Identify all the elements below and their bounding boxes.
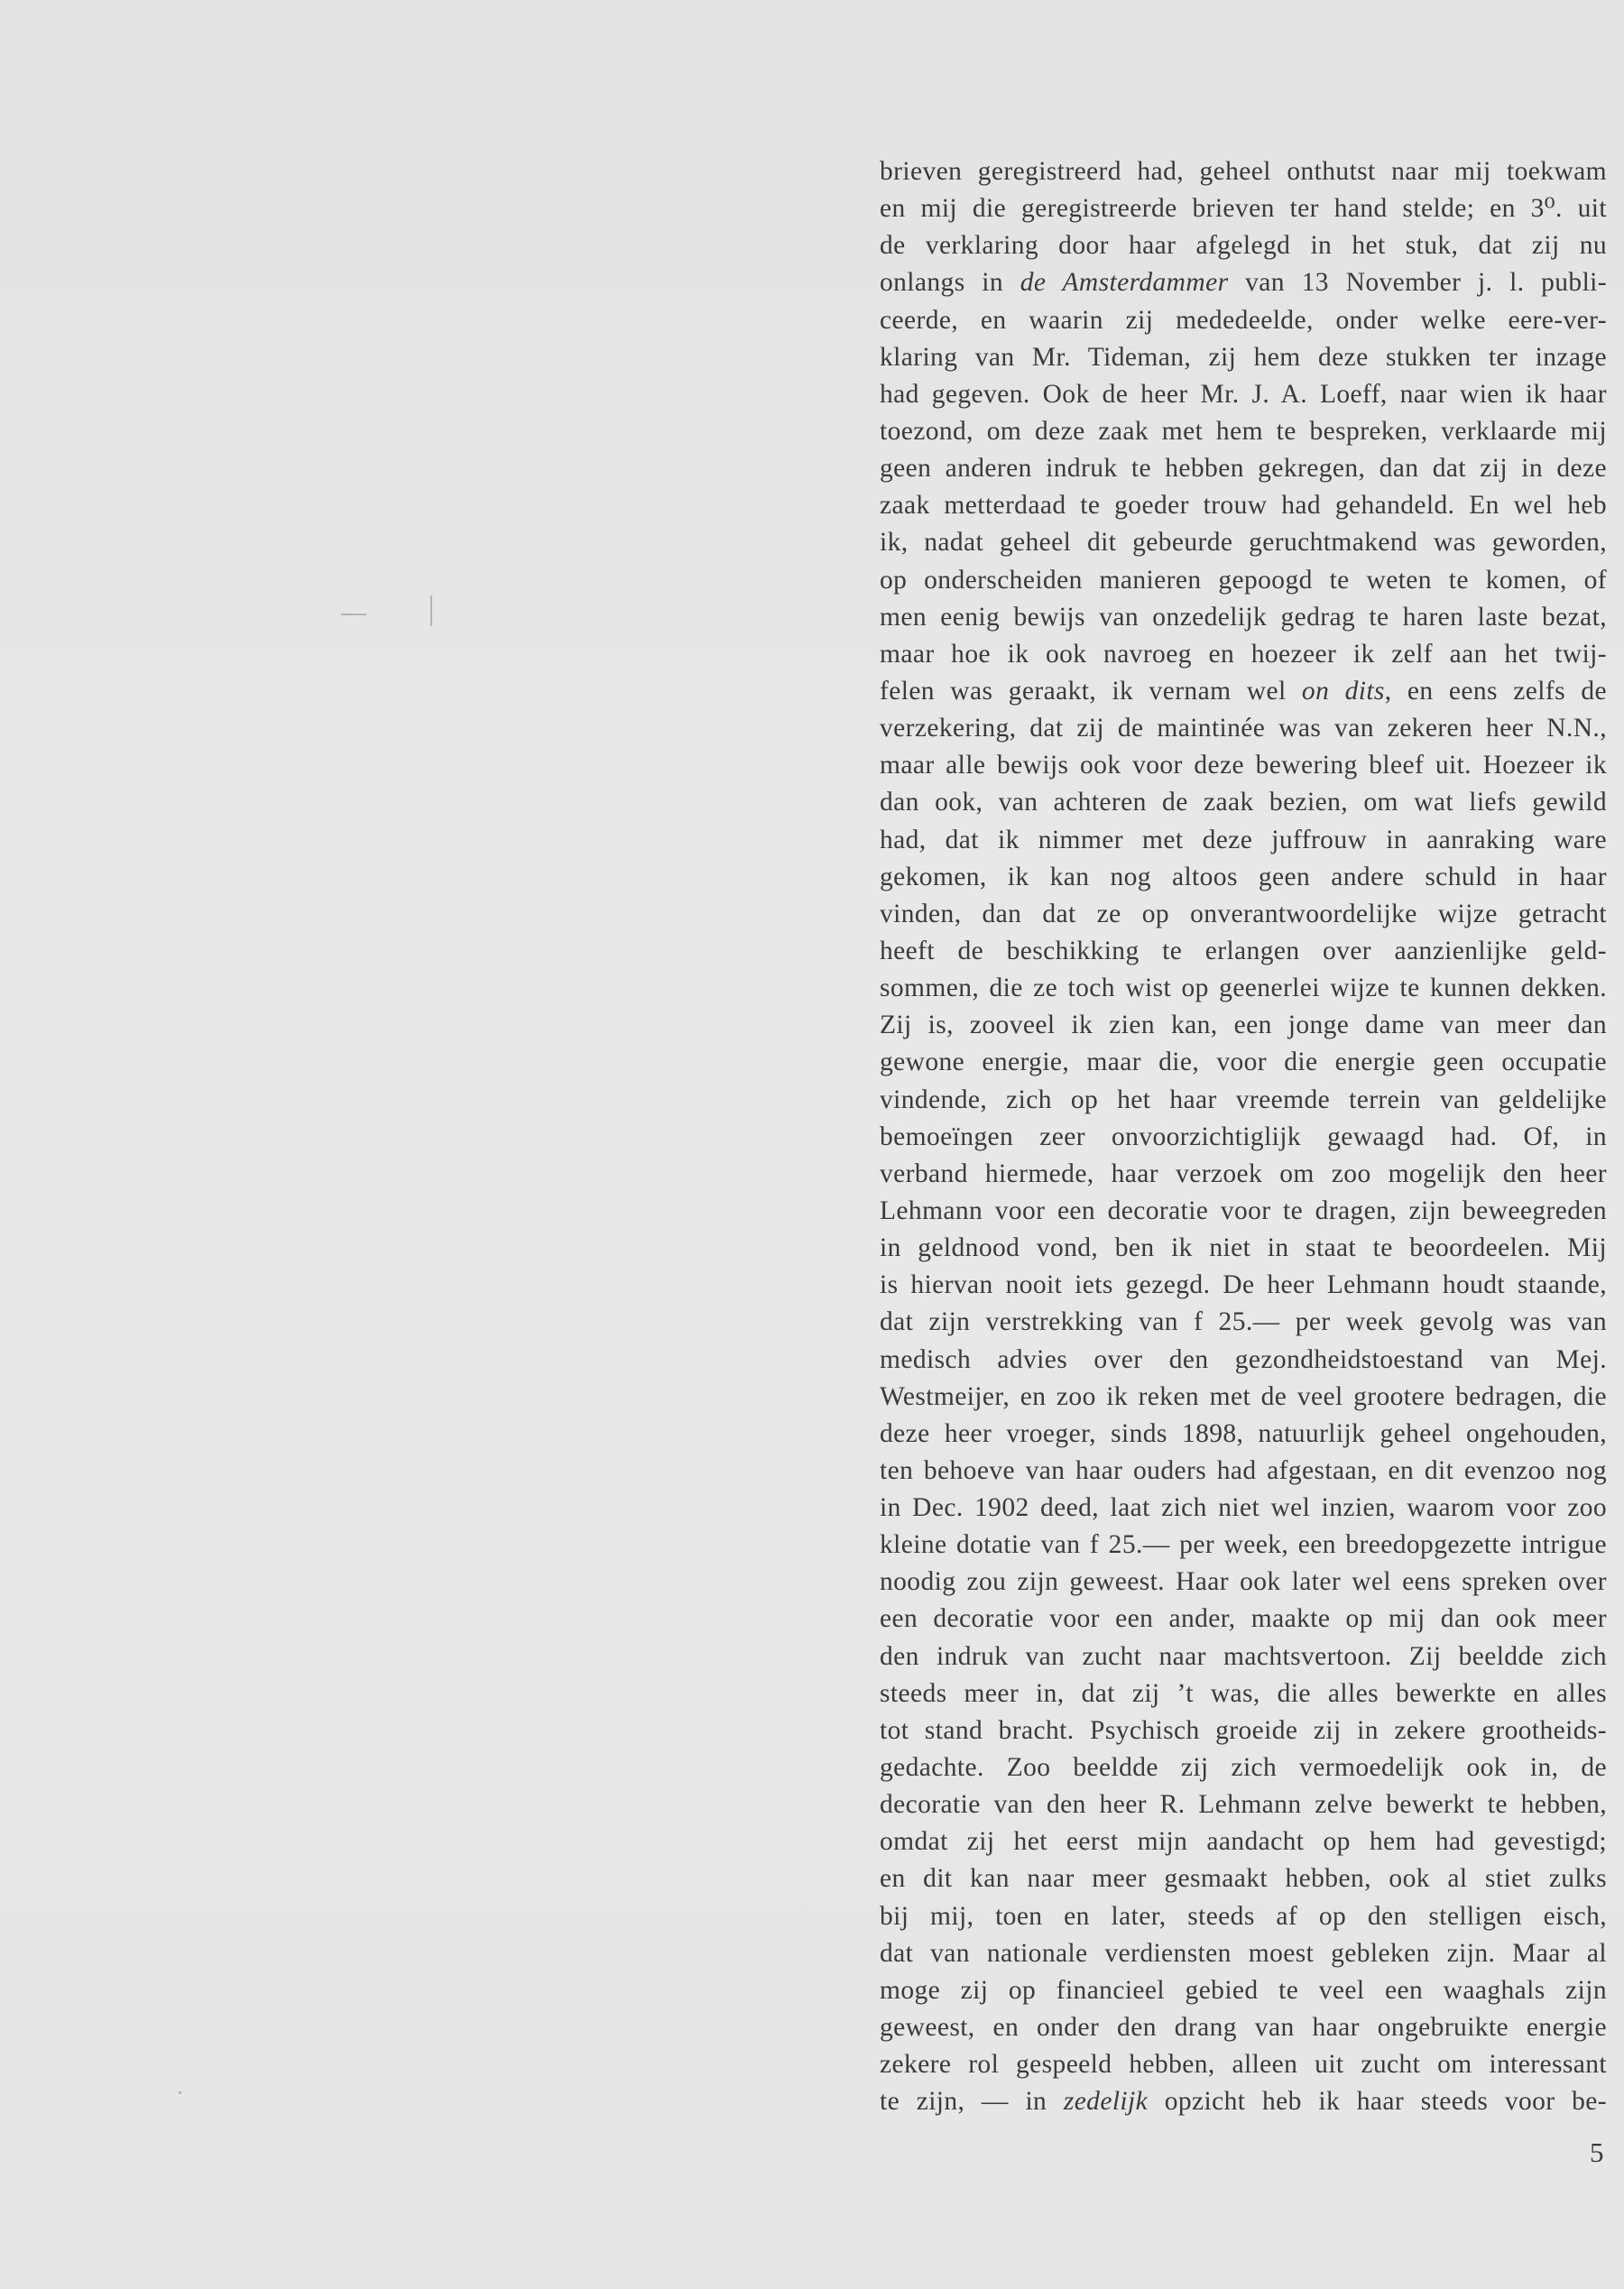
text-line: een decoratie voor een ander, maakte op mij dan ook meer [880,1604,1607,1634]
text-line: vinden, dan dat ze op onverantwoordelijke wijze getracht [880,899,1607,928]
text-line: is hiervan nooit iets gezegd. De heer Lehmann houdt staande, [880,1270,1607,1300]
text-line: ceerde, en waarin zij mededeelde, onder welke eere-ver- [880,305,1607,335]
text-line: dan ook, van achteren de zaak bezien, om wat liefs gewild [880,788,1607,817]
text-line: Lehmann voor een decoratie voor te dragen, zijn beweegreden [880,1195,1607,1225]
text-line: Zij is, zooveel ik zien kan, een jonge dame van meer dan [880,1011,1607,1040]
text-line: en dit kan naar meer gesmaakt hebben, ook al stiet zulks [880,1864,1607,1894]
text-line: Westmeijer, en zoo ik reken met de veel grootere bedragen, die [880,1381,1607,1411]
text-line: zekere rol gespeeld hebben, alleen uit zucht om interessant [880,2050,1607,2080]
text-line: omdat zij het eerst mijn aandacht op hem had gevestigd; [880,1827,1607,1857]
text-line: zaak metterdaad te goeder trouw had gehandeld. En wel heb [880,491,1607,521]
text-line: had, dat ik nimmer met deze juffrouw in aanraking ware [880,825,1607,854]
text-segment: te zijn, — in [880,2087,1064,2117]
text-line: had gegeven. Ook de heer Mr. J. A. Loeff, naar wien ik haar [880,379,1607,409]
text-line: maar hoe ik ook navroeg en hoezeer ik zelf aan het twij- [880,639,1607,669]
text-line: deze heer vroeger, sinds 1898, natuurlijk geheel ongehouden, [880,1418,1607,1448]
text-line: sommen, die ze toch wist op geenerlei wijze te kunnen dekken. [880,974,1607,1003]
text-line: toezond, om deze zaak met hem te bespreken, verklaarde mij [880,416,1607,446]
text-line: geen anderen indruk te hebben gekregen, dan dat zij in deze [880,454,1607,484]
text-line: noodig zou zijn geweest. Haar ook later wel eens spreken over [880,1567,1607,1597]
paper-speck [430,595,432,626]
italic-phrase: zedelijk [1063,2087,1149,2117]
text-line [880,2083,1607,2120]
text-line: ten behoeve van haar ouders had afgestaan, en dit evenzoo nog [880,1455,1607,1485]
text-line: gedachte. Zoo beeldde zij zich vermoedelijk ook in, de [880,1753,1607,1783]
text-line: dat van nationale verdiensten moest gebleken zijn. Maar al [880,1938,1607,1968]
text-line: gekomen, ik kan nog altoos geen andere schuld in haar [880,862,1607,891]
text-line: de verklaring door haar afgelegd in het stuk, dat zij nu [880,231,1607,261]
text-line: op onderscheiden manieren gepoogd te weten te komen, of [880,565,1607,595]
text-line: men eenig bewijs van onzedelijk gedrag te haren laste bezat, [880,602,1607,632]
text-line: verband hiermede, haar verzoek om zoo mogelijk den heer [880,1158,1607,1188]
text-line: steeds meer in, dat zij ’t was, die alles bewerkte en alles [880,1678,1607,1708]
text-line [880,673,1607,710]
italic-phrase: on dits [1301,676,1385,706]
text-line: dat zijn verstrekking van f 25.— per week gevolg was van [880,1307,1607,1337]
text-line: heeft de beschikking te erlangen over aanzienlijke geld- [880,936,1607,965]
text-line: bij mij, toen en later, steeds af op den stelligen eisch, [880,1901,1607,1931]
paper-speck [179,2091,181,2094]
text-line [880,264,1607,301]
text-line: en mij die geregistreerde brieven ter hand stelde; en 3⁰. uit [880,194,1607,224]
text-line: verzekering, dat zij de maintinée was van zekeren heer N.N., [880,714,1607,743]
text-line: den indruk van zucht naar machtsvertoon. Zij beeldde zich [880,1641,1607,1671]
italic-phrase: de Amsterdammer [1020,268,1229,298]
text-line: gewone energie, maar die, voor die energie geen occupatie [880,1048,1607,1077]
text-segment: onlangs in [880,268,1020,298]
text-line: kleine dotatie van f 25.— per week, een breedopgezette intrigue [880,1530,1607,1560]
body-text [880,153,1607,2120]
text-line: medisch advies over den gezondheidstoestand van Mej. [880,1344,1607,1374]
text-line: klaring van Mr. Tideman, zij hem deze stukken ter inzage [880,342,1607,372]
text-line: brieven geregistreerd had, geheel onthutst naar mij toekwam [880,157,1607,186]
text-line: vindende, zich op het haar vreemde terrein van geldelijke [880,1085,1607,1114]
paper-speck [341,614,366,615]
text-line: decoratie van den heer R. Lehmann zelve bewerkt te hebben, [880,1790,1607,1820]
text-line: in geldnood vond, ben ik niet in staat te beoordeelen. Mij [880,1233,1607,1263]
text-line: in Dec. 1902 deed, laat zich niet wel inzien, waarom voor zoo [880,1493,1607,1523]
text-line: ik, nadat geheel dit gebeurde geruchtmakend was geworden, [880,528,1607,558]
text-segment: , en eens zelfs de [1384,676,1607,706]
text-line: moge zij op financieel gebied te veel een waaghals zijn [880,1975,1607,2005]
text-segment: felen was geraakt, ik vernam wel [880,676,1302,706]
text-line: bemoeïngen zeer onvoorzichtiglijk gewaagd had. Of, in [880,1121,1607,1151]
page-number: 5 [1590,2137,1604,2168]
text-line: maar alle bewijs ook voor deze bewering bleef uit. Hoezeer ik [880,751,1607,780]
text-segment: opzicht heb ik haar steeds voor be- [1148,2087,1607,2117]
text-segment: van 13 November j. l. publi- [1228,268,1607,298]
text-line: tot stand bracht. Psychisch groeide zij in zekere grootheids- [880,1715,1607,1745]
text-line: geweest, en onder den drang van haar ongebruikte energie [880,2013,1607,2043]
